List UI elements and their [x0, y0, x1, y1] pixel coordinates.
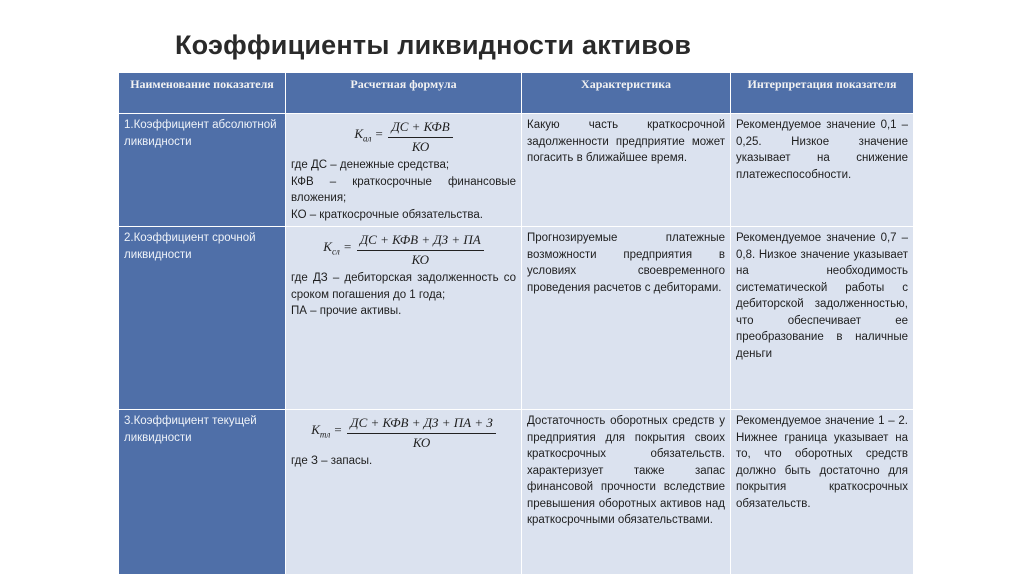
header-interpretation: Интерпретация показателя — [731, 73, 914, 114]
formula-denominator: КО — [411, 138, 430, 154]
indicator-name-cell: 1.Коэффициент абсолютной ликвидности — [119, 114, 286, 227]
formula — [291, 232, 516, 268]
formula-numerator: ДС + КФВ + ДЗ + ПА + З — [347, 415, 496, 434]
formula — [291, 415, 516, 451]
formula-cell — [286, 114, 522, 227]
formula-lhs: $К_{ал}$ = — [354, 126, 384, 145]
indicator-name-cell: 3.Коэффициент текущей ликвидности — [119, 410, 286, 575]
formula-note: где З – запасы. — [291, 455, 373, 467]
formula-note: ПА – прочие активы. — [291, 305, 402, 317]
formula-cell — [286, 410, 522, 575]
interpretation-cell: Рекомендуемое значение 0,1 – 0,25. Низкое значение указывает на снижение платежеспособности. — [731, 114, 914, 227]
formula-denominator: КО — [412, 434, 431, 450]
formula-lhs: $К_{сл}$ = — [323, 239, 352, 258]
formula-fraction — [347, 415, 496, 451]
interpretation-cell: Рекомендуемое значение 0,7 – 0,8. Низкое значение указывает на необходимость систематической работы с дебиторской задолженностью, что обеспечивает ее преобразование в наличные деньги — [731, 227, 914, 410]
header-indicator-name: Наименование показателя — [119, 73, 286, 114]
characteristic-cell: Прогнозируемые платежные возможности предприятия в условиях своевременного проведения расчетов с дебиторами. — [522, 227, 731, 410]
formula-numerator: ДС + КФВ + ДЗ + ПА — [357, 232, 484, 251]
formula-note: КО – краткосрочные обязательства. — [291, 208, 483, 221]
characteristic-cell: Какую часть краткосрочной задолженности предприятие может погасить в ближайшее время. — [522, 114, 731, 227]
table-row — [119, 114, 914, 227]
formula-numerator: ДС + КФВ — [388, 119, 452, 138]
formula-cell — [286, 227, 522, 410]
formula-lhs: $К_{тл}$ = — [311, 422, 343, 441]
table-header-row — [119, 73, 914, 114]
interpretation-cell: Рекомендуемое значение 1 – 2. Нижнее граница указывает на то, что оборотных средств должно быть достаточно для покрытия краткосрочных обязательств. — [731, 410, 914, 575]
header-formula: Расчетная формула — [286, 73, 522, 114]
formula-fraction — [388, 119, 452, 155]
slide-title: Коэффициенты ликвидности активов — [175, 30, 692, 60]
table-row — [119, 410, 914, 575]
formula — [291, 119, 516, 155]
formula-denominator: КО — [411, 251, 429, 267]
formula-fraction — [357, 232, 484, 268]
formula-note: где ДЗ – дебиторская задолженность со сроком погашения до 1 года; — [291, 272, 516, 301]
characteristic-cell: Достаточность оборотных средств у предприятия для покрытия своих краткосрочных обязательств. характеризует также запас финансовой прочности вследствие превышения оборотных активов над краткосрочными обязательствами. — [522, 410, 731, 575]
formula-note: где ДС – денежные средства; — [291, 159, 450, 171]
formula-note: КФВ – краткосрочные финансовые вложения; — [291, 175, 516, 204]
liquidity-ratios-table — [118, 72, 914, 575]
indicator-name-cell: 2.Коэффициент срочной ликвидности — [119, 227, 286, 410]
table-row — [119, 227, 914, 410]
header-characteristic: Характеристика — [522, 73, 731, 114]
